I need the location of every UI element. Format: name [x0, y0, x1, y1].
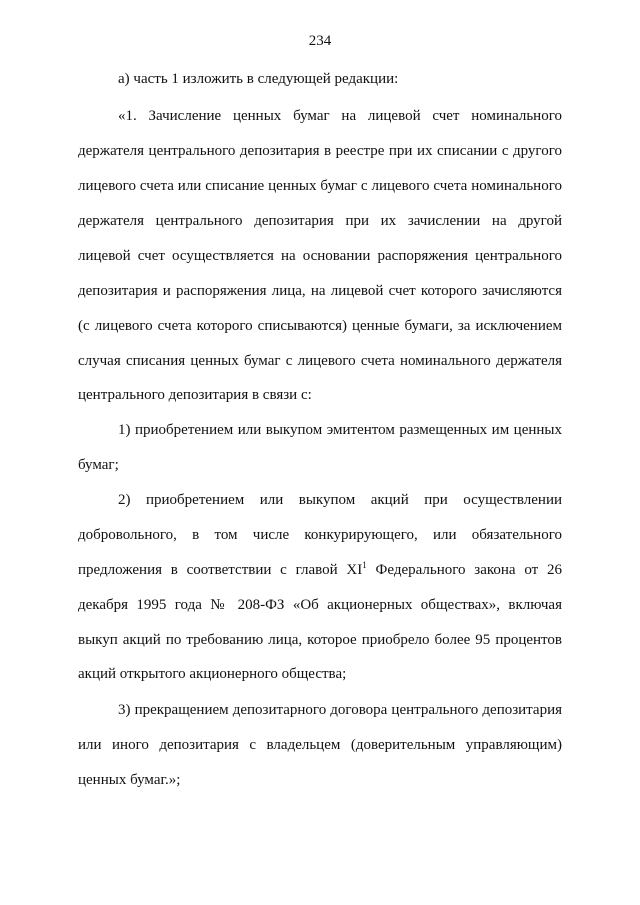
- paragraph-line: случая списания ценных бумаг с лицевого счета номинального держателя: [78, 353, 562, 369]
- paragraph-line: держателя центрального депозитария при их зачислении на другой: [78, 213, 562, 229]
- list-item-2-line: добровольного, в том числе конкурирующего, или обязательного: [78, 527, 562, 543]
- paragraph-line: депозитария и распоряжения лица, на лицевой счет которого зачисляются: [78, 283, 562, 299]
- paragraph-line: лицевой счет осуществляется на основании распоряжения центрального: [78, 248, 562, 264]
- list-item-3-line: ценных бумаг.»;: [78, 772, 181, 788]
- list-item-2-line: 2) приобретением или выкупом акций при осуществлении: [118, 492, 562, 508]
- list-item-3-line: или иного депозитария с владельцем (доверительным управляющим): [78, 737, 562, 753]
- list-item-3-line: 3) прекращением депозитарного договора центрального депозитария: [118, 702, 562, 718]
- paragraph-line: «1. Зачисление ценных бумаг на лицевой счет номинального: [118, 108, 562, 124]
- intro-line: а) часть 1 изложить в следующей редакции:: [118, 71, 399, 87]
- paragraph-line: (с лицевого счета которого списываются) ценные бумаги, за исключением: [78, 318, 562, 334]
- list-item-1-line: 1) приобретением или выкупом эмитентом размещенных им ценных: [118, 422, 562, 438]
- list-item-2-text: Федерального закона от 26: [366, 562, 562, 578]
- paragraph-line: лицевого счета или списание ценных бумаг с лицевого счета номинального: [78, 178, 562, 194]
- page-number: 234: [308, 33, 332, 49]
- list-item-2-line: [78, 560, 562, 580]
- list-item-2-line: акций открытого акционерного общества;: [78, 666, 347, 682]
- list-item-2-line: декабря 1995 года № 208-ФЗ «Об акционерных обществах», включая: [78, 597, 562, 613]
- superscript: 1: [362, 560, 367, 570]
- list-item-2-text: предложения в соответствии с главой XI: [78, 562, 363, 578]
- list-item-1-line: бумаг;: [78, 457, 119, 473]
- paragraph-line: центрального депозитария в связи с:: [78, 387, 312, 403]
- paragraph-line: держателя центрального депозитария в реестре при их списании с другого: [78, 143, 562, 159]
- list-item-2-line: выкуп акций по требованию лица, которое приобрело более 95 процентов: [78, 632, 562, 648]
